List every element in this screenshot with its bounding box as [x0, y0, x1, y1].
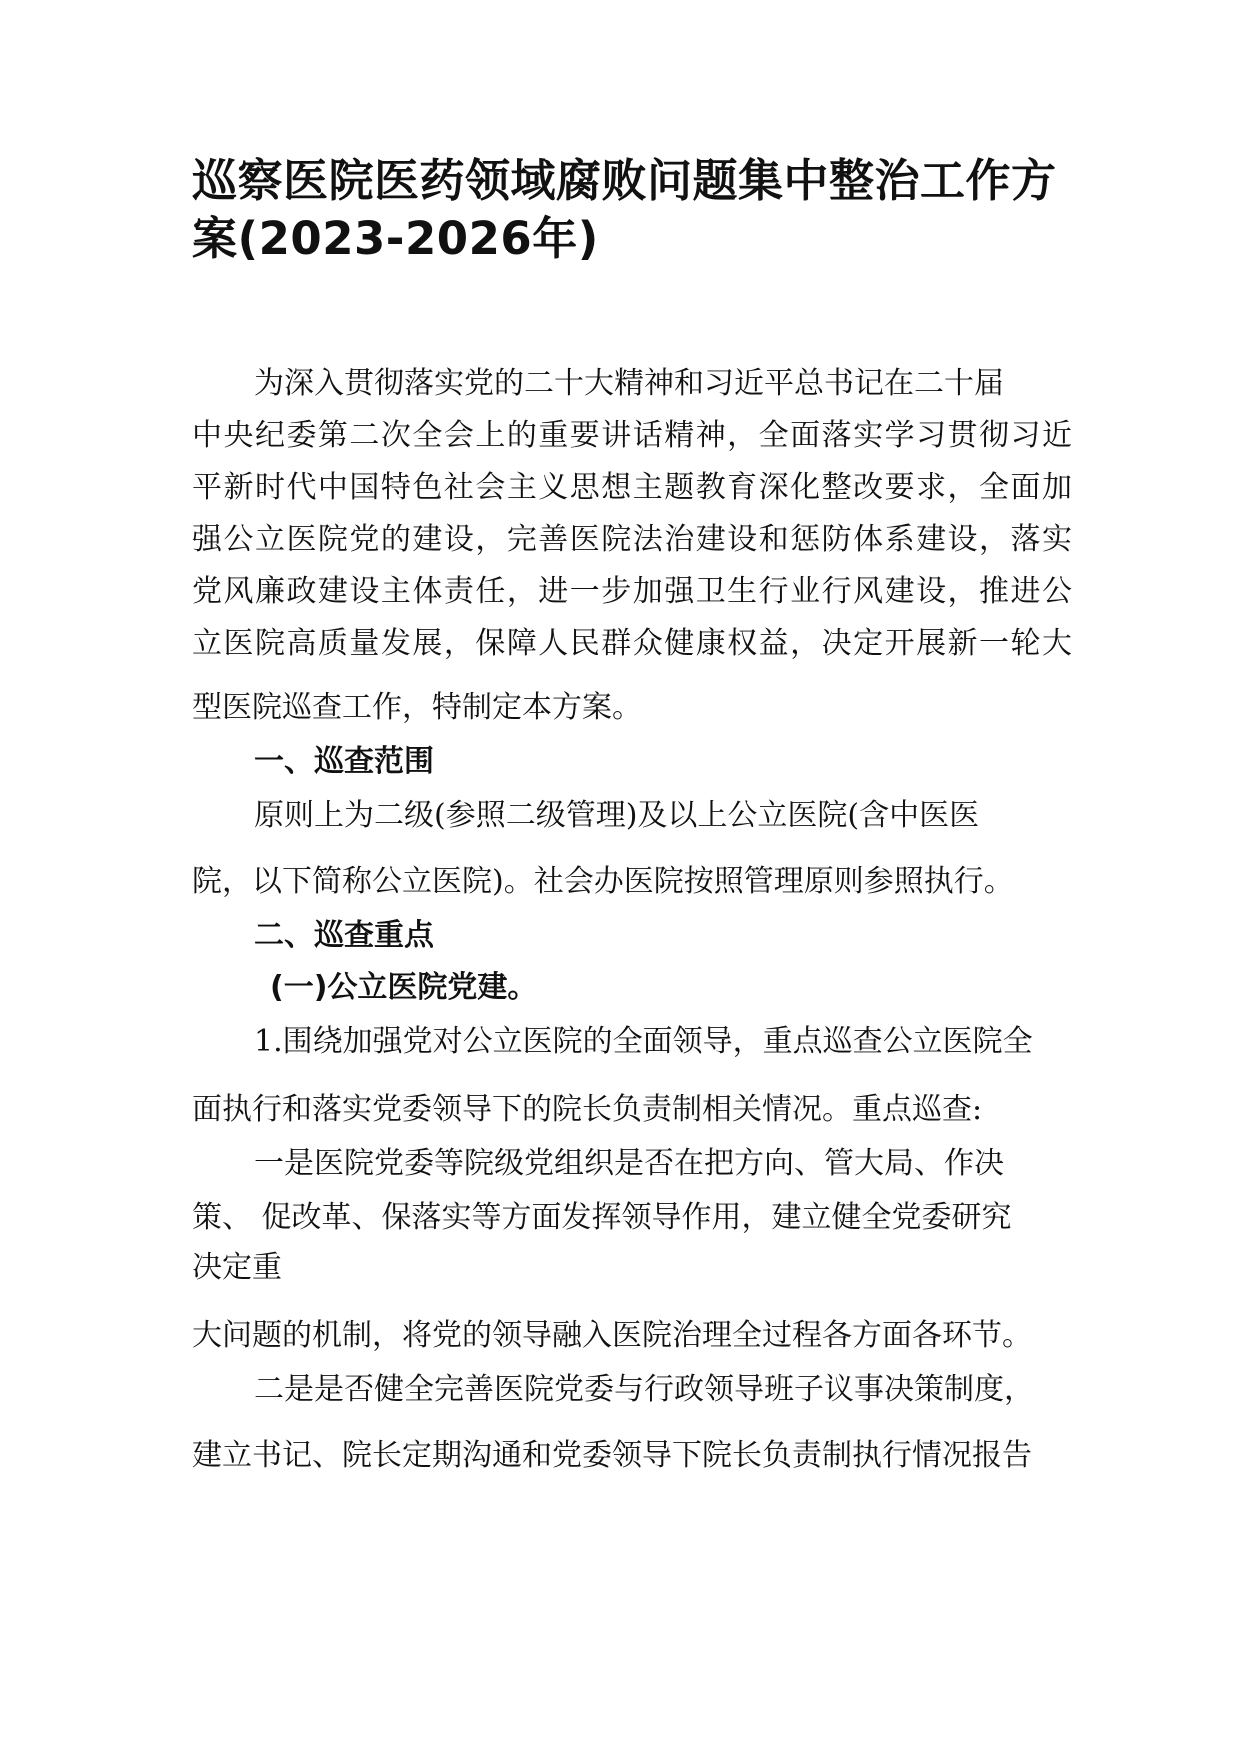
paragraph-line: 党风廉政建设主体责任，进一步加强卫生行业行风建设，推进公: [192, 574, 1072, 609]
section-heading: 二、巡查重点: [254, 918, 434, 953]
document-title: 巡察医院医药领域腐败问题集中整治工作方案(2023-2026年): [192, 154, 1057, 265]
paragraph-line: 强公立医院党的建设，完善医院法治建设和惩防体系建设，落实: [192, 522, 1072, 557]
section-heading: 一、巡查范围: [254, 744, 434, 779]
paragraph-line: 一是医院党委等院级党组织是否在把方向、管大局、作决: [254, 1146, 1004, 1181]
paragraph-line: 中央纪委第二次全会上的重要讲话精神，全面落实学习贯彻习近: [192, 418, 1072, 453]
paragraph-line: 面执行和落实党委领导下的院长负责制相关情况。重点巡查:: [192, 1092, 983, 1127]
paragraph-line: 策、 促改革、保落实等方面发挥领导作用，建立健全党委研究: [192, 1200, 1012, 1235]
paragraph-line: 大问题的机制，将党的领导融入医院治理全过程各方面各环节。: [192, 1318, 1032, 1353]
paragraph-line: 型医院巡查工作，特制定本方案。: [192, 690, 642, 725]
paragraph-line: 建立书记、院长定期沟通和党委领导下院长负责制执行情况报告: [192, 1438, 1032, 1473]
paragraph-line: 1.围绕加强党对公立医院的全面领导，重点巡查公立医院全: [254, 1024, 1033, 1059]
paragraph-line: 立医院高质量发展，保障人民群众健康权益，决定开展新一轮大: [192, 626, 1072, 661]
paragraph-line: 原则上为二级(参照二级管理)及以上公立医院(含中医医: [254, 798, 980, 833]
paragraph-line: 决定重: [192, 1250, 282, 1285]
paragraph-line: 二是是否健全完善医院党委与行政领导班子议事决策制度，: [254, 1372, 1034, 1407]
subsection-heading: (一)公立医院党建。: [270, 970, 538, 1005]
paragraph-line: 为深入贯彻落实党的二十大精神和习近平总书记在二十届: [254, 366, 1004, 401]
paragraph-line: 院，以下简称公立医院)。社会办医院按照管理原则参照执行。: [192, 864, 1014, 899]
paragraph-line: 平新时代中国特色社会主义思想主题教育深化整改要求，全面加: [192, 470, 1072, 505]
